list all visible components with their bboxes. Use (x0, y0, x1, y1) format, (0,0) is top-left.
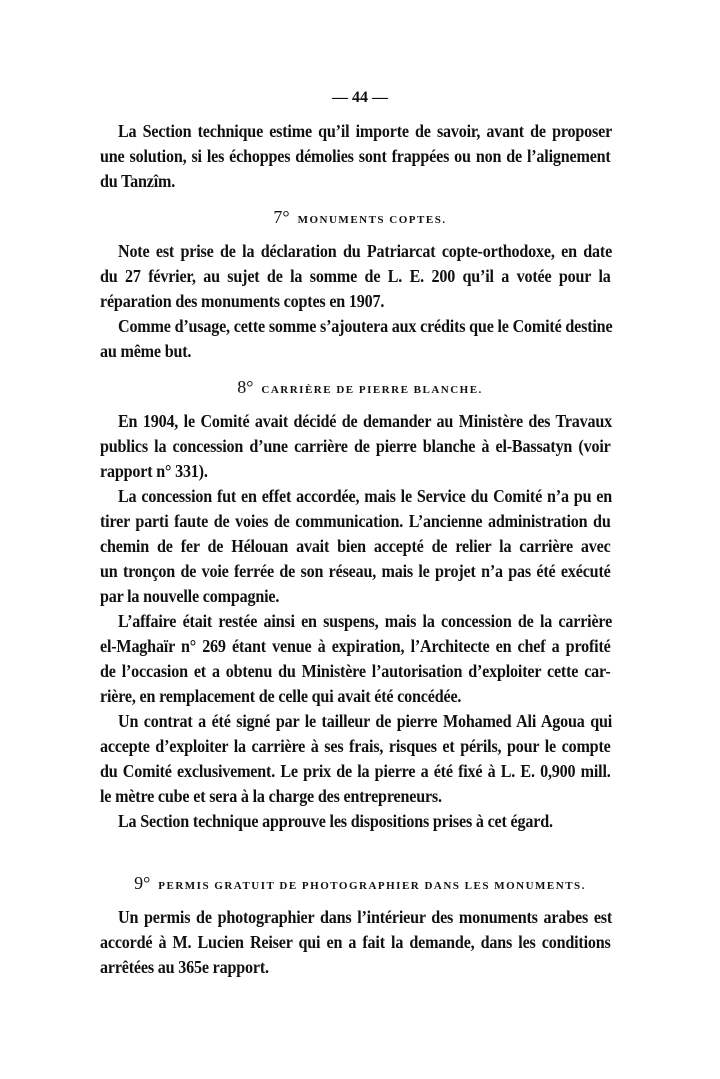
section-heading (0, 206, 720, 228)
section-title: CARRIÈRE DE PIERRE BLANCHE. (261, 384, 483, 396)
paragraph-line: accepte d’exploiter la carrière à ses frais, risques et périls, pour le compte (100, 736, 611, 756)
paragraph-line: L’affaire était restée ainsi en suspens, mais la concession de la carrière (118, 611, 613, 631)
paragraph-line: du Tanzîm. (100, 171, 176, 191)
section-number: 8° (237, 377, 254, 397)
page-number: — 44 — (332, 89, 388, 106)
paragraph-line: Un contrat a été signé par le tailleur de pierre Mohamed Ali Agoua qui (118, 711, 613, 731)
paragraph-line: du Comité exclusivement. Le prix de la pierre a été fixé à L. E. 0,900 mill. (100, 761, 611, 781)
paragraph-line: le mètre cube et sera à la charge des entrepreneurs. (100, 786, 442, 806)
paragraph-line: accordé à M. Lucien Reiser qui en a fait la demande, dans les conditions (100, 932, 611, 952)
section-number: 9° (134, 873, 151, 893)
paragraph-line: Comme d’usage, cette somme s’ajoutera aux crédits que le Comité destine (118, 316, 613, 336)
paragraph-line: par la nouvelle compagnie. (100, 586, 280, 606)
paragraph-line: du 27 février, au sujet de la somme de L. E. 200 qu’il a votée pour la (100, 266, 611, 286)
paragraph-line: La Section technique estime qu’il importe de savoir, avant de proposer (118, 121, 613, 141)
section-heading (0, 376, 720, 398)
section-title: MONUMENTS COPTES. (297, 214, 447, 226)
paragraph-line: publics la concession d’une carrière de pierre blanche à el-Bassatyn (voir (100, 436, 611, 456)
paragraph-line: En 1904, le Comité avait décidé de demander au Ministère des Travaux (118, 411, 613, 431)
paragraph-line: réparation des monuments coptes en 1907. (100, 291, 385, 311)
paragraph-line: de l’occasion et a obtenu du Ministère l’autorisation d’exploiter cette car- (100, 661, 611, 681)
paragraph-line: une solution, si les échoppes démolies sont frappées ou non de l’alignement (100, 146, 611, 166)
paragraph-line: chemin de fer de Hélouan avait bien accepté de relier la carrière avec (100, 536, 611, 556)
paragraph-line: Note est prise de la déclaration du Patriarcat copte-orthodoxe, en date (118, 241, 613, 261)
paragraph-line: rière, en remplacement de celle qui avait été concédée. (100, 686, 462, 706)
paragraph-line: La concession fut en effet accordée, mais le Service du Comité n’a pu en (118, 486, 613, 506)
section-number: 7° (273, 207, 290, 227)
paragraph-line: tirer parti faute de voies de communication. L’ancienne administration du (100, 511, 611, 531)
paragraph-line: Un permis de photographier dans l’intérieur des monuments arabes est (118, 907, 613, 927)
paragraph-line: un tronçon de voie ferrée de son réseau, mais le projet n’a pas été exécuté (100, 561, 611, 581)
paragraph-line: arrêtées au 365e rapport. (100, 957, 269, 977)
section-title: PERMIS GRATUIT DE PHOTOGRAPHIER DANS LES MONUMENTS. (158, 880, 586, 892)
paragraph-line: rapport n° 331). (100, 461, 208, 481)
paragraph-line: el-Maghaïr n° 269 étant venue à expiration, l’Architecte en chef a profité (100, 636, 611, 656)
section-heading (0, 872, 720, 894)
paragraph-line: La Section technique approuve les dispositions prises à cet égard. (118, 811, 553, 831)
paragraph-line: au même but. (100, 341, 192, 361)
